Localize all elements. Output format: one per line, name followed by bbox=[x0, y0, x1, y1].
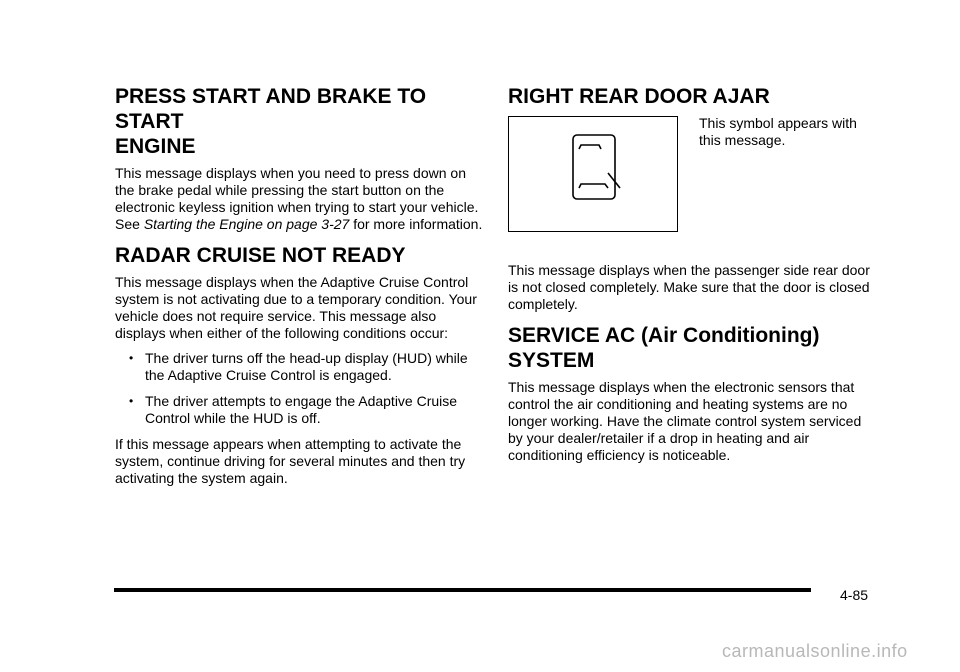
right-column bbox=[508, 84, 878, 472]
press-start-body-text: This message displays when you need to press down on the brake pedal while pressing the start button on the electronic keyless ignition when trying to start your vehicle. See bbox=[115, 165, 479, 232]
heading-line-1: PRESS START AND BRAKE TO START bbox=[115, 85, 427, 133]
bullet-icon: • bbox=[129, 394, 134, 408]
symbol-row bbox=[508, 115, 878, 232]
heading-line-1: SERVICE AC (Air Conditioning) bbox=[508, 324, 820, 347]
bullet-icon: • bbox=[129, 351, 134, 365]
cross-reference-link[interactable]: Starting the Engine on page 3‑27 bbox=[143, 216, 350, 232]
symbol-caption: This symbol appears with this message. bbox=[699, 115, 857, 148]
heading-line-2: SYSTEM bbox=[508, 349, 595, 372]
list-item bbox=[115, 393, 485, 427]
door-ajar-icon bbox=[509, 117, 676, 230]
section-heading-door-ajar: RIGHT REAR DOOR AJAR bbox=[508, 85, 770, 108]
left-column bbox=[115, 84, 485, 495]
condition-list bbox=[115, 350, 485, 427]
radar-cruise-intro: This message displays when the Adaptive Cruise Control system is not activating due to a temporary condition. Your vehicle does not require service. This message also displays when either of the following conditions occur: bbox=[115, 274, 477, 341]
service-ac-body: This message displays when the electronic sensors that control the air conditioning and heating systems are no longer working. Have the climate control system serviced by your dealer/retailer if a drop in heating and air conditioning efficiency is noticeable. bbox=[508, 379, 862, 463]
footer-rule bbox=[114, 588, 811, 592]
press-start-body bbox=[115, 165, 485, 233]
page-number: 4-85 bbox=[840, 587, 869, 603]
radar-cruise-closing: If this message appears when attempting to activate the system, continue driving for several minutes and then try activating the system again. bbox=[115, 436, 466, 486]
list-item-text: The driver turns off the head-up display (HUD) while the Adaptive Cruise Control is engaged. bbox=[145, 350, 468, 383]
door-ajar-body: This message displays when the passenger side rear door is not closed completely. Make sure that the door is closed completely. bbox=[508, 262, 870, 312]
section-heading-press-start bbox=[115, 84, 485, 159]
watermark: carmanualsonline.info bbox=[722, 641, 908, 661]
section-heading-service-ac bbox=[508, 323, 878, 373]
symbol-frame bbox=[508, 116, 678, 232]
press-start-body-tail: for more information. bbox=[349, 216, 483, 232]
heading-line-2: ENGINE bbox=[115, 135, 196, 158]
section-heading-radar-cruise: RADAR CRUISE NOT READY bbox=[115, 244, 406, 267]
list-item-text: The driver attempts to engage the Adaptive Cruise Control while the HUD is off. bbox=[145, 393, 458, 426]
list-item bbox=[115, 350, 485, 384]
